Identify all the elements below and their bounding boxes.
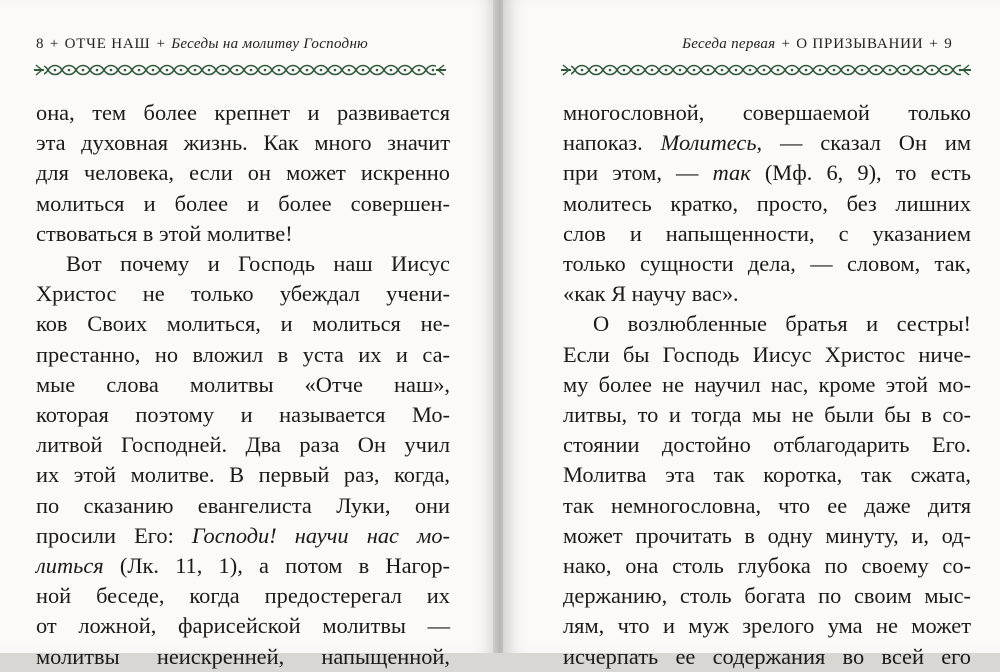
header-subtitle: Беседы на молитву Господню (171, 36, 369, 52)
ornamental-rule (561, 63, 971, 77)
page-number: 8 (36, 36, 44, 52)
page-number: 9 (944, 36, 952, 52)
text-line: для человека, если он может искренно (36, 160, 450, 186)
right-running-header (682, 36, 952, 53)
text-line: исчерпать ее содержания во всей его (563, 643, 971, 669)
header-separator: + (781, 36, 791, 52)
text-fragment: при этом, — (563, 160, 713, 186)
text-line: она, тем более крепнет и развивается (36, 100, 450, 125)
text-line: му более не научил нас, кроме этой мо- (563, 371, 971, 397)
text-fragment: , — сказал Он им (756, 130, 971, 156)
text-line: их этой молитве. В первый раз, когда, (36, 462, 450, 488)
text-line: литвы, то и тогда мы не были бы в со- (563, 402, 971, 428)
text-line: «как Я научу вас». (563, 281, 739, 307)
text-line: мые слова молитвы «Отче наш», (36, 371, 450, 397)
text-line: Если бы Господь Иисус Христос ниче- (563, 341, 971, 367)
text-line: которая поэтому и называется Мо- (36, 402, 450, 428)
text-fragment: (Лк. 11, 1), а потом в Нагор- (103, 553, 450, 579)
braid-ornament-icon (561, 63, 971, 77)
right-page (503, 0, 1000, 669)
book-title: ОТЧЕ НАШ (64, 36, 151, 52)
text-line: молиться и более и более совершен- (36, 190, 450, 216)
scripture-quote: Молитесь (660, 130, 757, 156)
text-line: ствоваться в этой молитве! (36, 220, 293, 246)
text-line: лям, что и муж зрелого ума не может (563, 613, 971, 639)
text-line: Христос не только убеждал учени- (36, 281, 450, 307)
header-separator: + (156, 36, 166, 52)
header-separator: + (929, 36, 939, 52)
text-line: Молитва эта так коротка, так сжата, (563, 462, 971, 488)
text-line: по сказанию евангелиста Луки, они (36, 492, 450, 518)
text-line: слов и напыщенности, с указанием (563, 220, 971, 246)
text-line: О возлюбленные братья и сестры! (593, 311, 971, 337)
text-line: престанно, но вложил в уста их и са- (36, 341, 450, 367)
text-line (36, 551, 450, 581)
text-fragment: (Мф. 6, 9), то есть (750, 160, 972, 186)
text-fragment: напоказ. (563, 130, 661, 156)
scripture-quote: Господи! научи нас мо- (191, 522, 450, 548)
text-line (36, 521, 450, 551)
text-fragment: просили Его: (36, 522, 192, 548)
section-title: О ПРИЗЫВАНИИ (796, 36, 924, 52)
header-separator: + (49, 36, 59, 52)
text-line: так немногословна, что ее даже дитя (563, 492, 971, 518)
text-line: ной беседе, когда предостерегал их (36, 583, 450, 609)
left-body-text (36, 98, 450, 672)
text-line: держанию, столь богата по своим мыс- (563, 583, 971, 609)
text-line: молитвы неискренней, напыщенной, (36, 643, 450, 669)
scripture-quote: так (712, 160, 751, 186)
right-body-text (563, 98, 971, 672)
text-line: молитесь кратко, просто, без лишних (563, 190, 971, 216)
text-line: Вот почему и Господь наш Иисус (66, 251, 450, 277)
text-line: ков Своих молиться, и молиться не- (36, 311, 450, 337)
text-line: многословной, совершаемой только (563, 100, 971, 125)
text-line: только сущности дела, — словом, так, (563, 251, 971, 277)
text-line (563, 128, 971, 158)
text-line: литвой Господней. Два раза Он учил (36, 432, 450, 458)
text-line: может прочитать в одну минуту, и, од- (563, 522, 971, 548)
text-line: эта духовная жизнь. Как много значит (36, 130, 450, 156)
braid-ornament-icon (34, 63, 446, 77)
text-line: нако, она столь глубока по своему со- (563, 553, 971, 579)
ornamental-rule (34, 63, 446, 77)
left-page (0, 0, 497, 669)
text-line: от ложной, фарисейской молитвы — (36, 613, 450, 639)
header-subtitle: Беседа первая (682, 36, 776, 52)
text-line (563, 158, 971, 188)
left-running-header (36, 36, 368, 53)
text-line: стоянии достойно отблагодарить Его. (563, 432, 971, 458)
scripture-quote: литься (36, 553, 104, 579)
